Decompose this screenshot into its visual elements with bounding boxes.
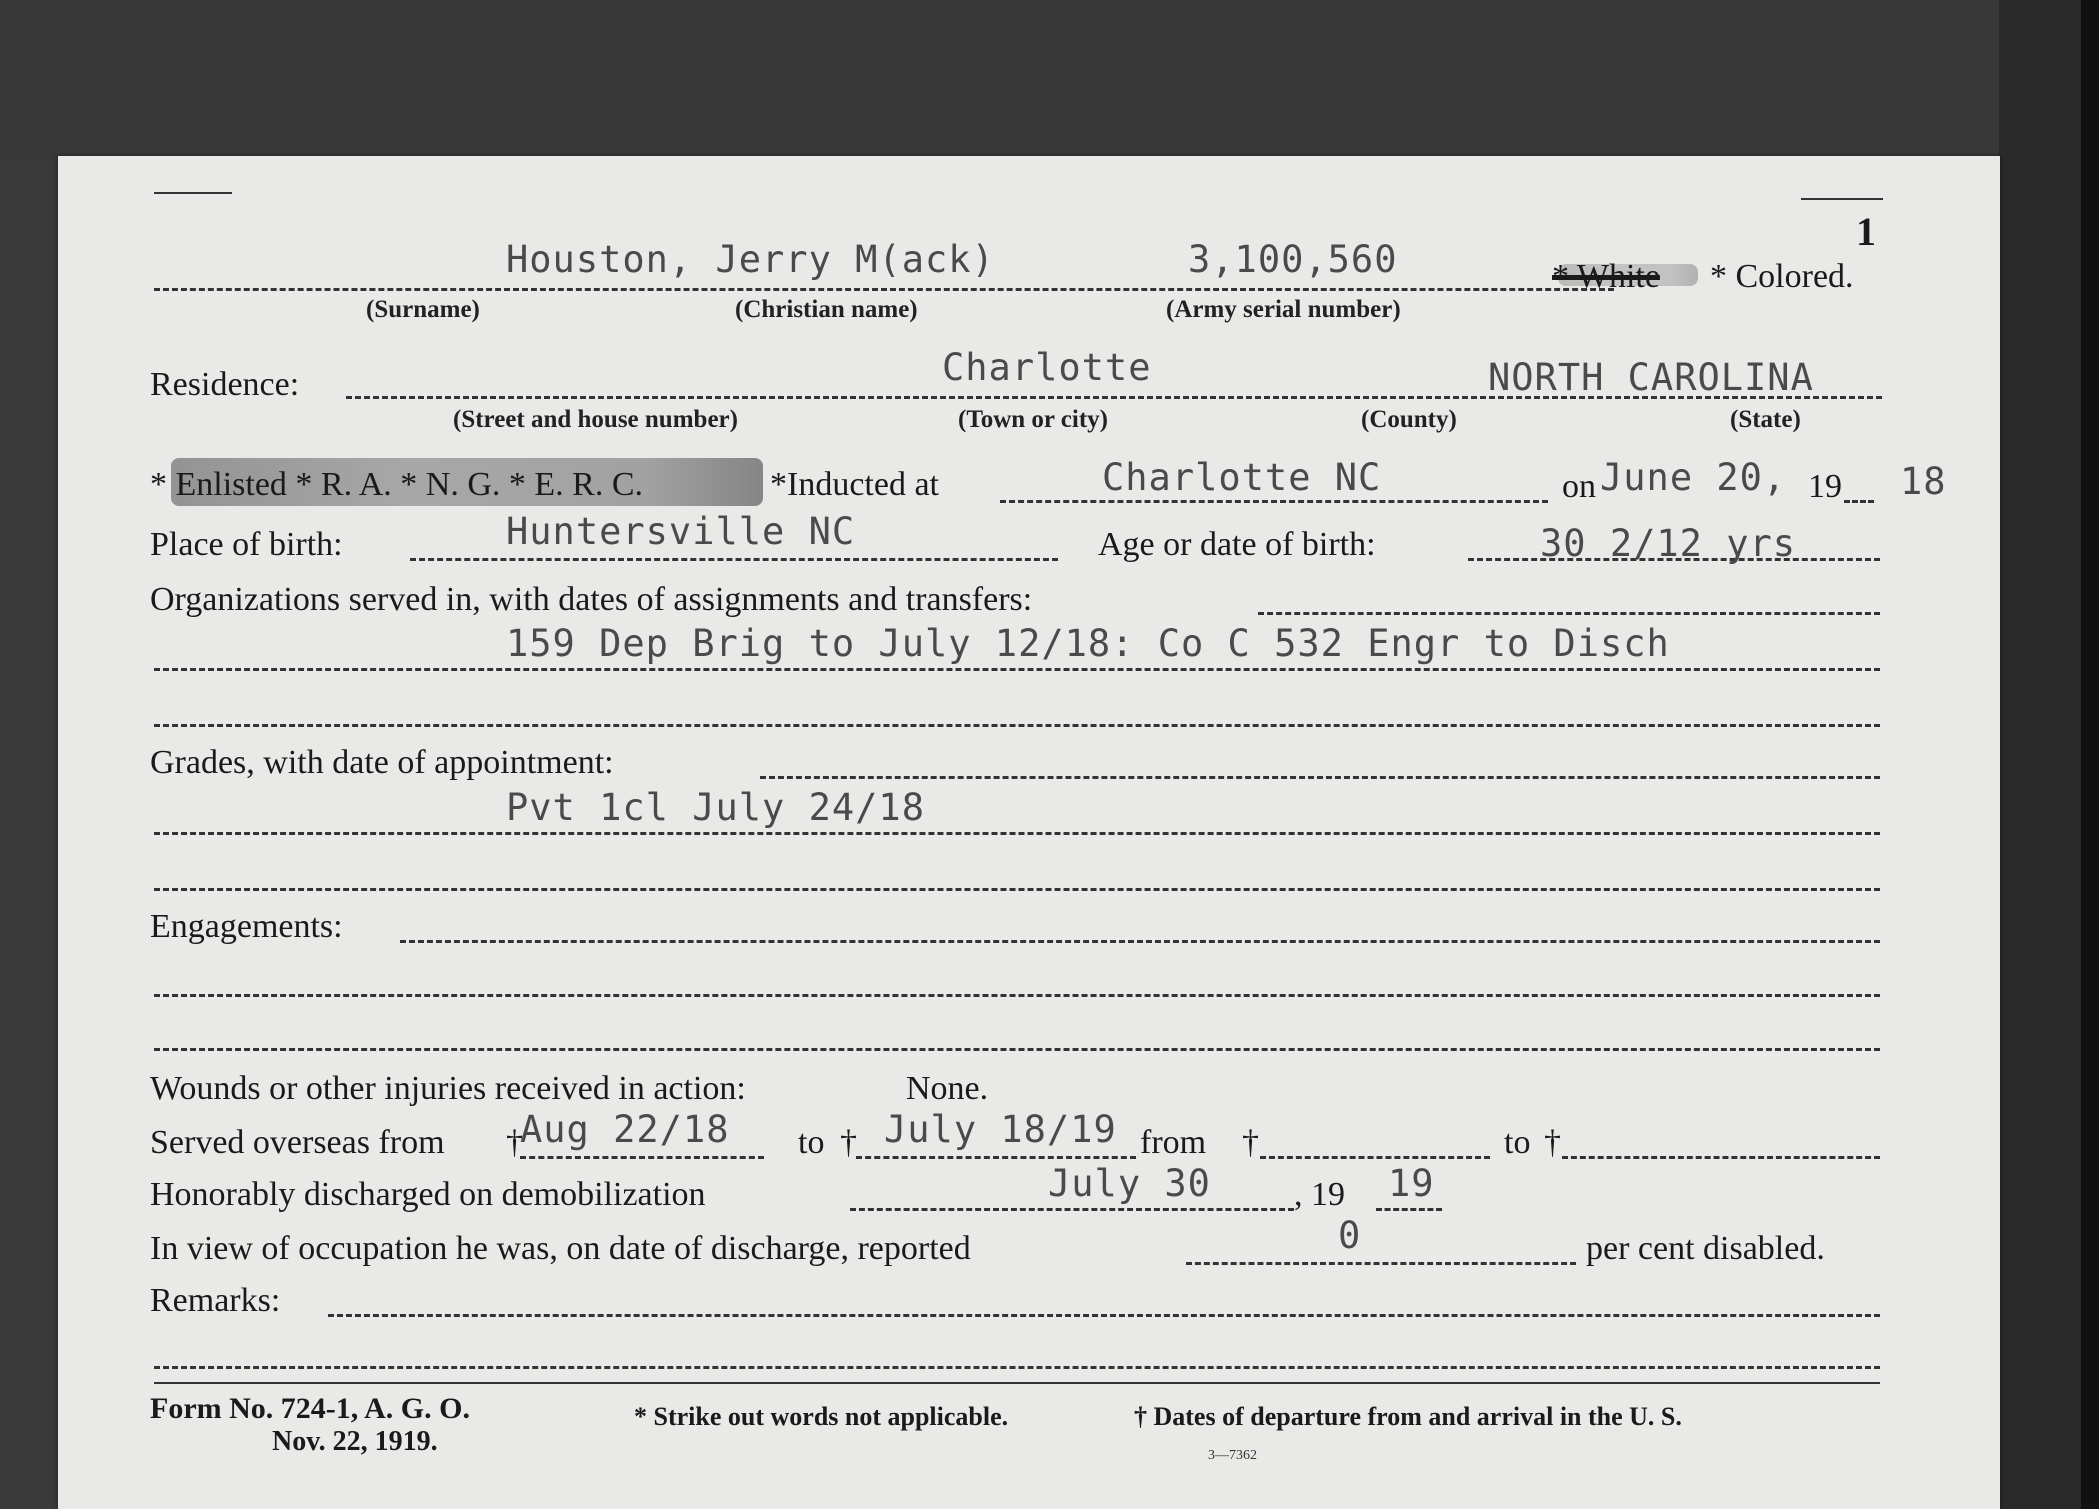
engagements-line-2 [154,1048,1880,1051]
discharge-label: Honorably discharged on demobilization [150,1176,706,1213]
second-to-line [1562,1156,1880,1159]
remarks-line-1 [154,1366,1880,1369]
second-from-label: from [1140,1124,1207,1161]
overseas-to-line [856,1156,1136,1159]
inducted-line [1000,500,1548,503]
year-line [1844,500,1874,503]
grades-line-2 [154,888,1880,891]
organizations-text: 159 Dep Brig to July 12/18: Co C 532 Engr to Disch [506,622,1670,665]
organizations-line-1 [154,668,1880,671]
discharge-year: 19 [1388,1162,1435,1205]
service-record-card [58,156,2000,1509]
discharge-year-line [1376,1208,1442,1211]
inducted-place: Charlotte NC [1102,456,1382,499]
form-date: Nov. 22, 1919. [272,1426,438,1457]
disabled-label: In view of occupation he was, on date of discharge, reported [150,1230,971,1267]
remarks-label: Remarks: [150,1282,281,1319]
caption-street: (Street and house number) [453,406,738,433]
name-line [154,288,1614,291]
scanner-background-top [0,0,2099,160]
overseas-from-dagger: † [506,1124,523,1161]
overseas-label: Served overseas from [150,1124,445,1161]
discharge-century: , 19 [1294,1176,1345,1213]
caption-christian: (Christian name) [735,296,918,323]
serial-number: 3,100,560 [1188,238,1398,281]
residence-state: NORTH CAROLINA [1488,356,1814,399]
caption-town: (Town or city) [958,406,1108,433]
overseas-to-date: July 18/19 [884,1108,1117,1151]
wounds-value: None. [906,1070,989,1107]
organizations-label: Organizations served in, with dates of assignments and transfers: [150,581,1033,618]
strike-note: * Strike out words not applicable. [634,1402,1009,1431]
induct-century: 19 [1808,468,1842,505]
birth-place: Huntersville NC [506,510,856,553]
dates-note: † Dates of departure from and arrival in the U. S. [1134,1402,1682,1431]
organizations-line-0 [1258,612,1880,615]
induct-date: June 20, [1600,456,1787,499]
overseas-from-date: Aug 22/18 [520,1108,730,1151]
grades-text: Pvt 1cl July 24/18 [506,786,925,829]
page-number: 1 [1856,209,1876,254]
remarks-line-0 [328,1314,1880,1317]
discharge-line [850,1208,1294,1211]
disabled-value: 0 [1338,1214,1362,1257]
on-label: on [1562,468,1596,505]
form-number: Form No. 724-1, A. G. O. [150,1392,470,1425]
second-from-line [1260,1156,1490,1159]
engagements-line-1 [154,994,1880,997]
grades-line-1 [154,832,1880,835]
age-label: Age or date of birth: [1098,526,1376,563]
discharge-date: July 30 [1048,1162,1211,1205]
caption-state: (State) [1730,406,1801,433]
top-left-rule [154,192,232,194]
overseas-from-line [520,1156,764,1159]
footer-rule [154,1382,1880,1384]
caption-county: (County) [1361,406,1457,433]
caption-surname: (Surname) [366,296,480,323]
second-to-label: to [1504,1124,1531,1161]
disabled-line [1186,1262,1576,1265]
residence-town: Charlotte [942,346,1152,389]
overseas-to-dagger: † [840,1124,857,1161]
birth-line [410,558,1058,561]
second-to-dagger: † [1544,1124,1561,1161]
inducted-label: *Inducted at [770,466,939,503]
print-code: 3—7362 [1208,1448,1257,1463]
scanner-edge [2081,0,2099,1509]
engagements-label: Engagements: [150,908,343,945]
caption-serial: (Army serial number) [1166,296,1401,323]
organizations-line-2 [154,724,1880,727]
induct-year: 18 [1900,460,1947,503]
engagements-line-0 [400,940,1880,943]
race-colored: * Colored. [1710,258,1854,295]
soldier-name: Houston, Jerry M(ack) [506,238,995,281]
birth-label: Place of birth: [150,526,343,563]
race-white: * White [1552,258,1660,295]
overseas-to-label: to [798,1124,825,1161]
enlisted-label: * Enlisted * R. A. * N. G. * E. R. C. [150,466,644,503]
top-right-rule [1801,198,1883,200]
wounds-label: Wounds or other injuries received in action: [150,1070,746,1107]
grades-label: Grades, with date of appointment: [150,744,614,781]
disabled-suffix: per cent disabled. [1586,1230,1825,1267]
grades-line-0 [760,776,1880,779]
age-value: 30 2/12 yrs [1540,522,1797,565]
second-from-dagger: † [1242,1124,1259,1161]
residence-label: Residence: [150,366,300,403]
